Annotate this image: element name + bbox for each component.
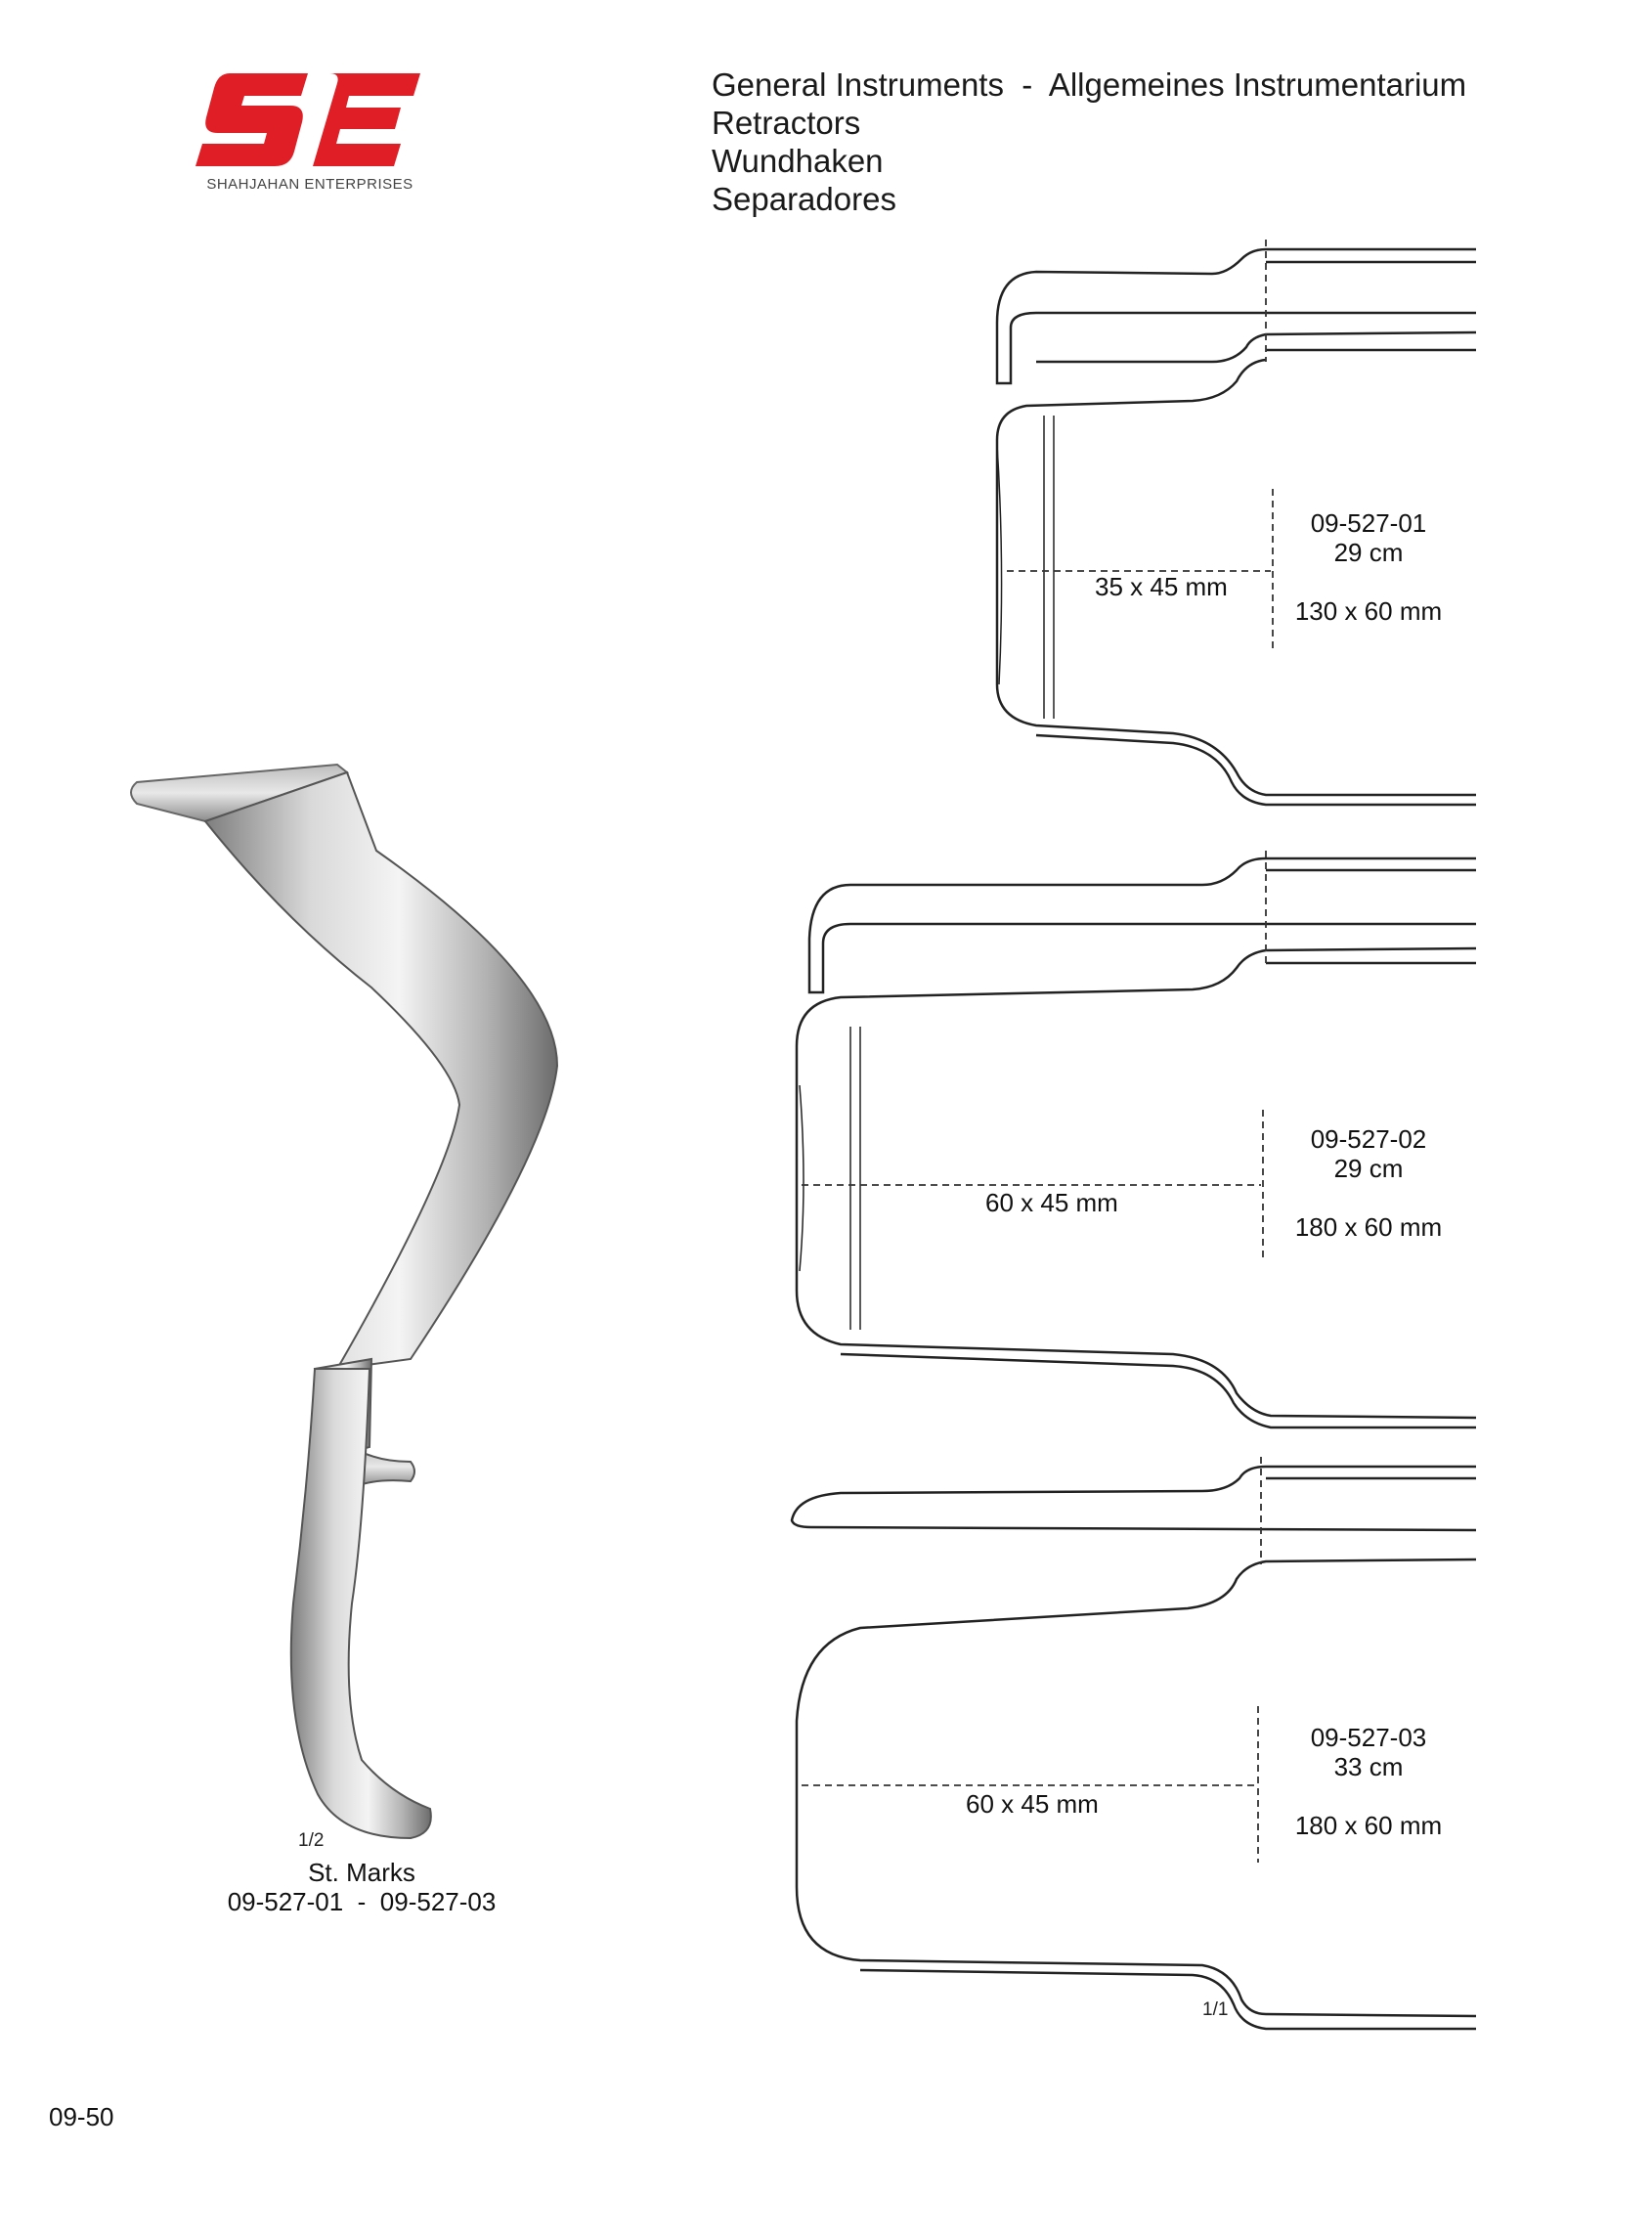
item-length-1: 29 cm: [1333, 538, 1404, 567]
page-title: General Instruments - Allgemeines Instrumentarium: [712, 66, 1467, 103]
category-en: Retractors: [712, 105, 861, 141]
tip-size-2: 60 x 45 mm: [985, 1188, 1118, 1217]
category-es: Separadores: [712, 181, 896, 217]
photo-scale: 1/2: [298, 1830, 325, 1851]
drawing-scale: 1/1: [1202, 1999, 1229, 2020]
item-blade-2: 180 x 60 mm: [1294, 1212, 1443, 1242]
item-code-1: 09-527-01: [1310, 508, 1427, 538]
item-code-2: 09-527-02: [1310, 1124, 1427, 1154]
item-length-3: 33 cm: [1333, 1752, 1404, 1781]
item-code-3: 09-527-03: [1310, 1723, 1427, 1752]
item-blade-3: 180 x 60 mm: [1294, 1811, 1443, 1840]
company-name: SHAHJAHAN ENTERPRISES: [206, 176, 413, 193]
tip-size-1: 35 x 45 mm: [1095, 572, 1228, 601]
category-de: Wundhaken: [712, 143, 884, 179]
instrument-name: St. Marks: [308, 1858, 415, 1887]
tip-size-3: 60 x 45 mm: [966, 1789, 1099, 1819]
catalogue-range: 09-527-01 - 09-527-03: [227, 1887, 497, 1916]
item-blade-1: 130 x 60 mm: [1294, 596, 1443, 626]
page-number: 09-50: [49, 2102, 114, 2131]
item-length-2: 29 cm: [1333, 1154, 1404, 1183]
